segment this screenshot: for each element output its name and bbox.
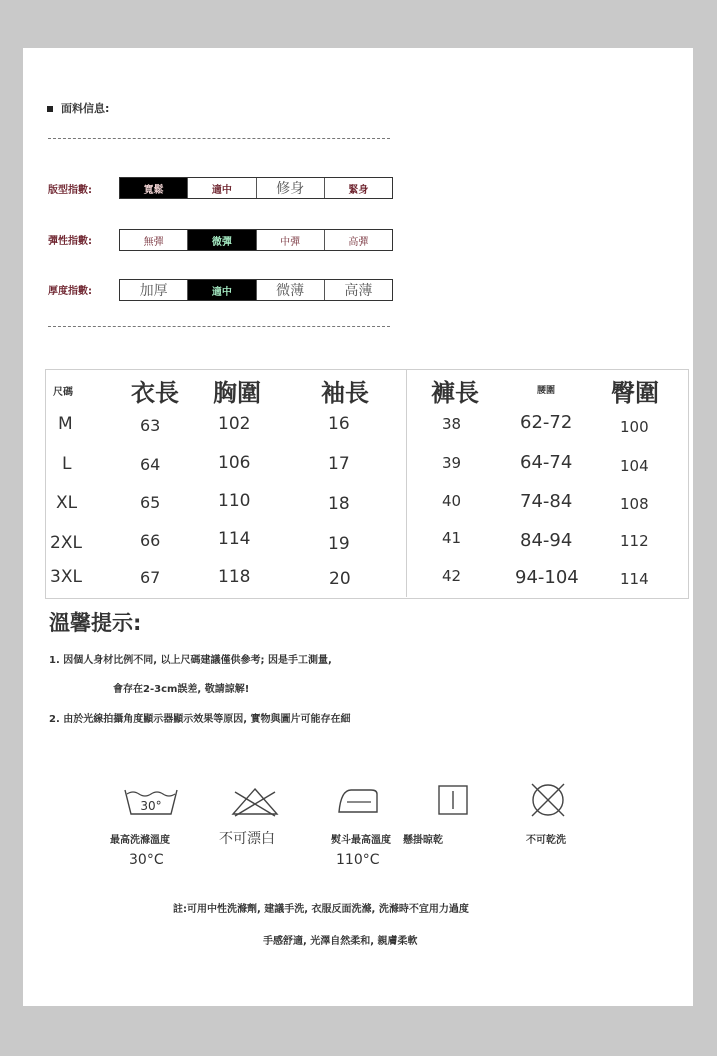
cell-waist: 84-94: [520, 530, 573, 551]
cell-length: 65: [140, 493, 161, 512]
header-length: 衣長: [131, 379, 179, 407]
cell-size: 3XL: [50, 567, 82, 587]
thickness-option-thick: 加厚: [120, 280, 188, 300]
cell-size: M: [58, 414, 73, 434]
fabric-info-title: 面料信息:: [47, 100, 109, 116]
cell-size: 2XL: [50, 533, 82, 553]
cell-waist: 62-72: [520, 412, 573, 433]
fit-index-label: 版型指數:: [48, 185, 92, 196]
thickness-index-scale: [119, 279, 393, 301]
cell-length: 63: [140, 416, 161, 435]
header-size: 尺碼: [53, 387, 73, 398]
cell-chest: 102: [218, 414, 251, 434]
cell-pants-length: 41: [442, 529, 462, 547]
cell-chest: 118: [218, 567, 251, 587]
no-bleach-icon: [229, 786, 281, 818]
thickness-option-regular: 適中: [188, 280, 256, 300]
cell-pants-length: 38: [442, 415, 462, 433]
iron-temp-label: 熨斗最高溫度: [331, 835, 391, 846]
header-hip: 臀圍: [611, 379, 659, 407]
cell-pants-length: 42: [442, 567, 462, 585]
cell-hip: 108: [620, 495, 649, 513]
cell-chest: 106: [218, 453, 251, 473]
divider: [48, 326, 390, 327]
header-pants-length: 褲長: [431, 379, 479, 407]
cell-sleeve: 19: [328, 534, 350, 554]
no-dry-clean-label: 不可乾洗: [526, 835, 566, 846]
cell-hip: 114: [620, 570, 649, 588]
cell-waist: 94-104: [515, 567, 579, 588]
elasticity-option-high: 高彈: [348, 236, 369, 248]
elasticity-index-scale: [119, 229, 393, 251]
care-note: 註:可用中性洗滌劑, 建議手洗, 衣服反面洗滌, 洗滌時不宜用力過度: [173, 904, 469, 915]
cell-length: 64: [140, 455, 161, 474]
product-detail-card: [23, 48, 693, 1006]
cell-pants-length: 40: [442, 492, 462, 510]
no-dry-clean-icon: [527, 780, 569, 820]
tip-line-1b: 會存在2-3cm誤差, 敬請諒解!: [113, 684, 250, 695]
tip-line-2: 2. 由於光線拍攝角度顯示器顯示效果等原因, 實物與圖片可能存在細: [49, 714, 351, 725]
fit-option-regular: 適中: [188, 178, 256, 198]
header-waist: 腰圍: [537, 386, 556, 396]
elasticity-option-medium: 中彈: [257, 230, 325, 250]
fit-index-scale: [119, 177, 393, 199]
wash-temp-value: 30°C: [129, 852, 164, 868]
header-chest: 胸圍: [213, 379, 261, 407]
cell-chest: 114: [218, 529, 251, 549]
header-sleeve: 袖長: [321, 379, 369, 407]
tip-line-1: 1. 因個人身材比例不同, 以上尺碼建議僅供參考; 因是手工測量,: [49, 655, 332, 666]
thickness-index-label: 厚度指數:: [48, 286, 92, 297]
hang-dry-label: 懸掛晾乾: [403, 835, 443, 846]
elasticity-index-label: 彈性指數:: [48, 236, 92, 247]
elasticity-option-none: 無彈: [120, 230, 188, 250]
cell-hip: 104: [620, 457, 649, 475]
iron-icon: [335, 786, 381, 816]
fit-option-loose: 寬鬆: [120, 178, 188, 198]
square-bullet-icon: [47, 106, 53, 112]
wash-30-icon: [123, 786, 179, 818]
cell-sleeve: 18: [328, 494, 350, 514]
cell-waist: 74-84: [520, 491, 573, 512]
cell-size: XL: [56, 493, 78, 513]
cell-size: L: [62, 454, 72, 474]
hang-dry-icon: [437, 784, 469, 816]
wash-temp-label: 最高洗滌溫度: [110, 835, 170, 846]
elasticity-option-slight: 微彈: [188, 230, 256, 250]
thickness-option-very-thin: 高薄: [344, 283, 373, 299]
cell-sleeve: 16: [328, 414, 350, 434]
cell-pants-length: 39: [442, 454, 462, 472]
cell-waist: 64-74: [520, 452, 573, 473]
tips-title: 溫馨提示:: [49, 611, 142, 635]
thickness-option-thin: 微薄: [257, 280, 325, 300]
cell-chest: 110: [218, 491, 251, 511]
texture-note: 手感舒適, 光澤自然柔和, 親膚柔軟: [263, 936, 418, 947]
cell-sleeve: 20: [329, 569, 351, 589]
no-bleach-label: 不可漂白: [219, 831, 275, 847]
wash-temp-text: 30°: [140, 799, 162, 813]
cell-sleeve: 17: [328, 454, 350, 474]
iron-temp-value: 110°C: [336, 852, 380, 868]
cell-hip: 112: [620, 532, 649, 550]
cell-length: 67: [140, 568, 161, 587]
table-divider: [406, 369, 407, 597]
fit-option-slim: 修身: [257, 178, 325, 198]
divider: [48, 138, 390, 139]
cell-hip: 100: [620, 418, 649, 436]
cell-length: 66: [140, 531, 161, 550]
fit-option-tight: 緊身: [348, 184, 369, 196]
